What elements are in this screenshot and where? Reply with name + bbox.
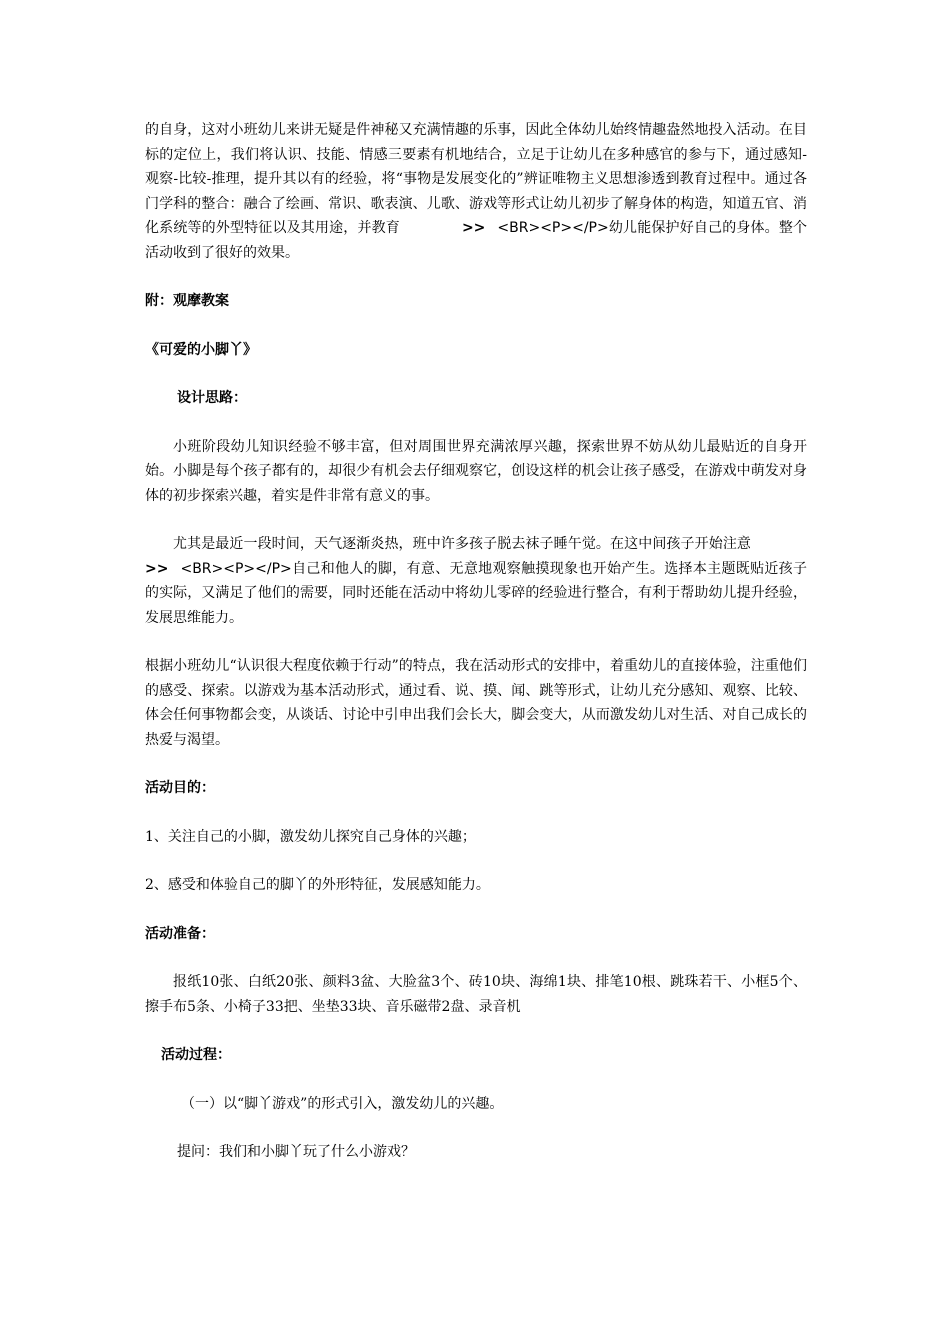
goals-heading: 活动目的： [145, 780, 215, 796]
prep-text: 报纸10张、白纸20张、颜料3盆、大脸盆3个、砖10块、海绵1块、排笔10根、跳珠若干、小框5个、擦手布5条、小椅子33把、坐垫33块、音乐磁带2盘、录音机 [145, 974, 807, 1015]
design-p2-tail: 自己和他人的脚，有意、无意地观察触摸现象也开始产生。选择本主题既贴近孩子的实际，又满足了他们的需要，同时还能在活动中将幼儿零碎的经验进行整合，有利于帮助幼儿提升经验，发展思维能力。 [145, 560, 807, 626]
document-page [145, 118, 807, 1165]
design-p2-tag: <BR><P></P> [180, 560, 292, 577]
intro-paragraph [145, 118, 807, 265]
process-question: 提问：我们和小脚丫玩了什么小游戏？ [177, 1144, 415, 1160]
intro-arrows: >> [461, 220, 486, 236]
prep-heading: 活动准备： [145, 925, 215, 942]
appendix-heading: 附：观摩教案 [145, 293, 229, 309]
lesson-title: 《可爱的小脚丫》 [145, 341, 257, 358]
design-p2-arrows: >> [145, 560, 169, 577]
intro-tail: 幼儿能保护好自己的身体。整个活动收到了很好的效果。 [145, 220, 808, 261]
goal-1: 1、关注自己的小脚，激发幼儿探究自己身体的兴趣； [145, 828, 476, 845]
design-paragraph-3: 根据小班幼儿“认识很大程度依赖于行动”的特点，我在活动形式的安排中，着重幼儿的直接体验，注重他们的感受、探索。以游戏为基本活动形式，通过看、说、摸、闻、跳等形式，让幼儿充分感知、观察、比较、体会任何事物都会变，从谈话、讨论中引申出我们会长大，脚会变大，从而激发幼儿对生活、对自己成长的热爱与渴望。 [145, 658, 807, 748]
design-p2-start: 尤其是最近一段时间，天气逐渐炎热，班中许多孩子脱去袜子睡午觉。在这中间孩子开始 [173, 536, 723, 552]
intro-lead: 育 [385, 220, 400, 236]
design-paragraph-2 [145, 532, 807, 630]
design-heading: 设计思路： [177, 390, 247, 406]
intro-text: 的自身，这对小班幼儿来讲无疑是件神秘又充满情趣的乐事，因此全体幼儿始终情趣盎然地投入活动。在目标的定位上，我们将认识、技能、情感三要素有机地结合，立足于让幼儿在多种感官的参与下，通过感知-观察-比较-推理，提升其以有的经验，将“事物是发展变化的”辨证唯物主义思想渗透到教育过程中。通过各门学科的整合：融合了绘画、常识、歌表演、儿歌、游戏等形式让幼儿初步了解身体的构造，知道五官、消化系统等的外型特征以及其用途，并教 [145, 122, 807, 236]
design-p2-lead: 注意 [722, 536, 752, 552]
process-heading: 活动过程： [161, 1047, 231, 1063]
process-step-1: （一）以“脚丫游戏”的形式引入，激发幼儿的兴趣。 [181, 1095, 504, 1112]
design-paragraph-1: 小班阶段幼儿知识经验不够丰富，但对周围世界充满浓厚兴趣，探索世界不妨从幼儿最贴近的自身开始。小脚是每个孩子都有的，却很少有机会去仔细观察它，创设这样的机会让孩子感受，在游戏中萌发对身体的初步探索兴趣，着实是件非常有意义的事。 [145, 438, 807, 504]
intro-tag: <BR><P></P> [497, 220, 609, 236]
goal-2: 2、感受和体验自己的脚丫的外形特征，发展感知能力。 [145, 877, 490, 893]
